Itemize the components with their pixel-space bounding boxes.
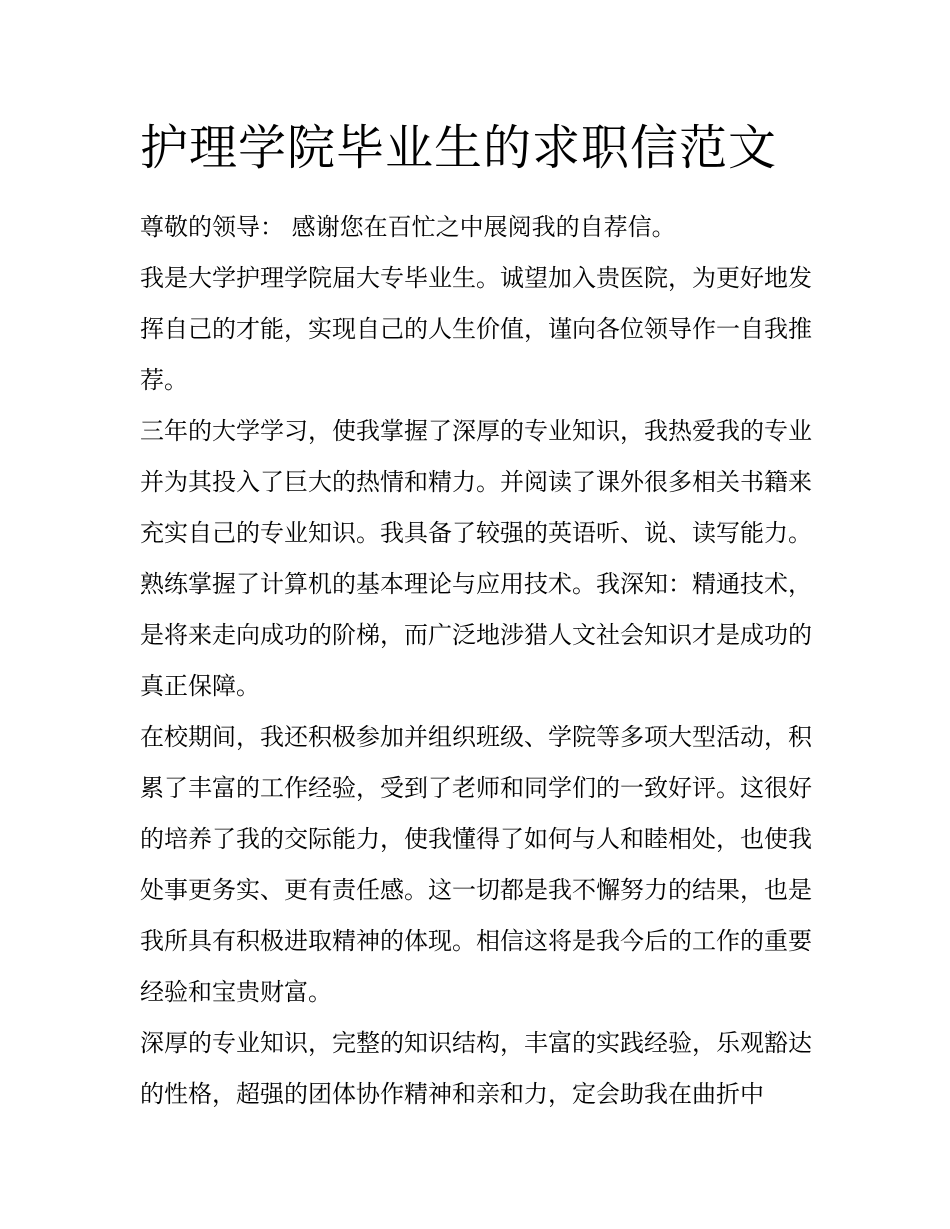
- document-body: [140, 202, 812, 1120]
- paragraph-activities: 在校期间，我还积极参加并组织班级、学院等多项大型活动，积累了丰富的工作经验，受到了老师和同学们的一致好评。这很好的培养了我的交际能力，使我懂得了如何与人和睦相处，也使我处事更务实、更有责任感。这一切都是我不懈努力的结果，也是我所具有积极进取精神的体现。相信这将是我今后的工作的重要经验和宝贵财富。: [140, 723, 812, 1006]
- paragraph-greeting: 尊敬的领导： 感谢您在百忙之中展阅我的自荐信。: [140, 213, 676, 241]
- document-title: 护理学院毕业生的求职信范文: [140, 120, 778, 176]
- paragraph-introduction: 我是大学护理学院届大专毕业生。诚望加入贵医院，为更好地发挥自己的才能，实现自己的人生价值，谨向各位领导作一自我推荐。: [140, 264, 812, 394]
- paragraph-strengths: 深厚的专业知识，完整的知识结构，丰富的实践经验，乐观豁达的性格，超强的团体协作精神和亲和力，定会助我在曲折中: [140, 1029, 812, 1108]
- paragraph-education: 三年的大学学习，使我掌握了深厚的专业知识，我热爱我的专业并为其投入了巨大的热情和精力。并阅读了课外很多相关书籍来充实自己的专业知识。我具备了较强的英语听、说、读写能力。熟练掌握了计算机的基本理论与应用技术。我深知：精通技术，是将来走向成功的阶梯，而广泛地涉猎人文社会知识才是成功的真正保障。: [140, 417, 812, 700]
